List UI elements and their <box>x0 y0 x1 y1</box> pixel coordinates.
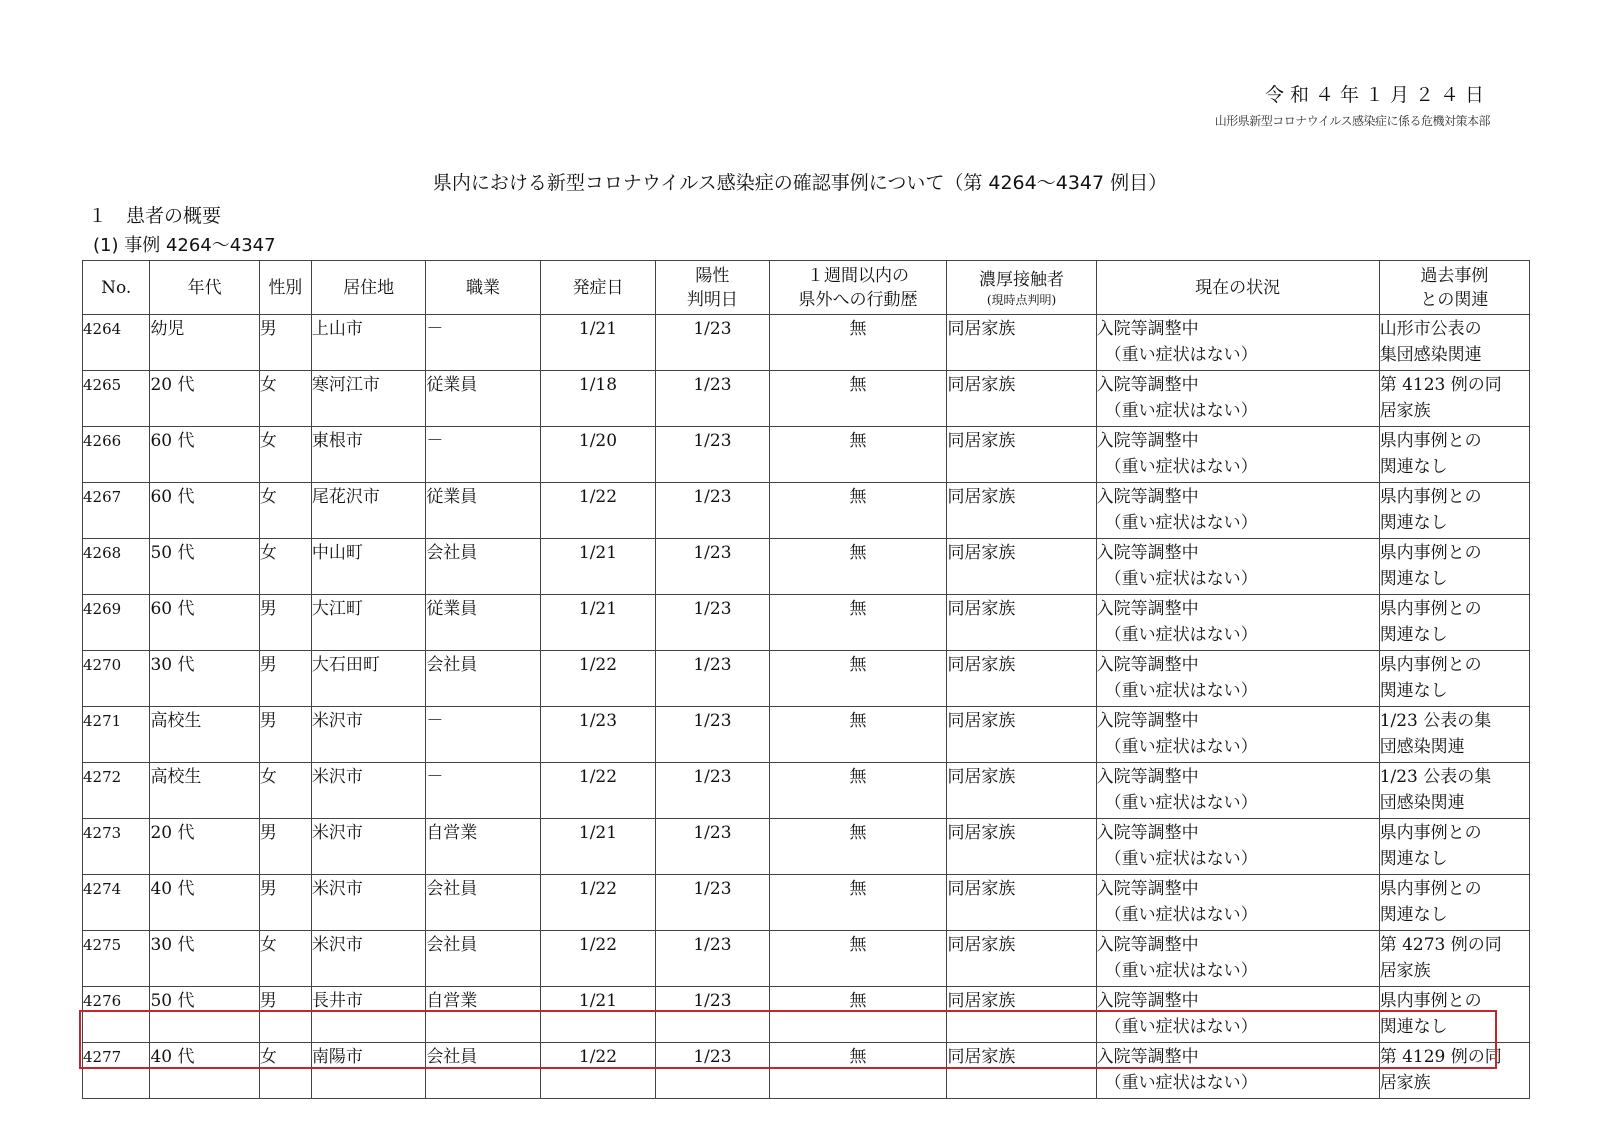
row-travel: 無 <box>769 987 947 1043</box>
row-age: 60 代 <box>150 427 259 483</box>
row-status-note: （重い症状はない） <box>1104 625 1258 645</box>
row-sex: 男 <box>259 707 311 763</box>
row-relation <box>1379 427 1529 483</box>
row-relation-line1: 県内事例との <box>1379 543 1482 563</box>
row-age: 高校生 <box>150 707 259 763</box>
row-no: 4268 <box>83 539 150 595</box>
header-job: 職業 <box>426 261 540 315</box>
row-travel: 無 <box>769 539 947 595</box>
row-relation-line2: 関連なし <box>1379 513 1448 533</box>
row-status-note: （重い症状はない） <box>1104 905 1258 925</box>
row-status-note: （重い症状はない） <box>1104 569 1258 589</box>
row-job: 自営業 <box>426 987 540 1043</box>
row-travel: 無 <box>769 315 947 371</box>
table-row <box>83 1043 1530 1099</box>
row-relation-line2: 関連なし <box>1379 681 1448 701</box>
row-no: 4267 <box>83 483 150 539</box>
header-positive-line2: 判明日 <box>686 289 738 310</box>
row-relation-line1: 県内事例との <box>1379 991 1482 1011</box>
row-age: 50 代 <box>150 539 259 595</box>
section-heading: １ 患者の概要 <box>88 205 222 227</box>
row-relation-line2: 関連なし <box>1379 625 1448 645</box>
row-job: 従業員 <box>426 371 540 427</box>
row-contact: 同居家族 <box>947 595 1096 651</box>
row-positive-date: 1/23 <box>656 763 769 819</box>
row-onset: 1/18 <box>540 371 655 427</box>
header-contact-line1: 濃厚接触者 <box>979 269 1065 290</box>
table-row <box>83 427 1530 483</box>
row-sex: 男 <box>259 987 311 1043</box>
row-status-main: 入院等調整中 <box>1096 767 1199 787</box>
table-row <box>83 707 1530 763</box>
row-relation-line1: 第 4273 例の同 <box>1379 935 1502 955</box>
header-relation <box>1379 261 1529 315</box>
row-positive-date: 1/23 <box>656 875 769 931</box>
row-age: 60 代 <box>150 483 259 539</box>
row-no: 4269 <box>83 595 150 651</box>
row-relation-line2: 集団感染関連 <box>1379 345 1482 365</box>
row-contact: 同居家族 <box>947 707 1096 763</box>
table-row <box>83 819 1530 875</box>
row-travel: 無 <box>769 707 947 763</box>
row-sex: 男 <box>259 595 311 651</box>
row-positive-date: 1/23 <box>656 539 769 595</box>
row-status-note: （重い症状はない） <box>1104 849 1258 869</box>
row-onset: 1/22 <box>540 483 655 539</box>
row-sex: 女 <box>259 931 311 987</box>
row-onset: 1/22 <box>540 1043 655 1099</box>
row-travel: 無 <box>769 931 947 987</box>
row-travel: 無 <box>769 819 947 875</box>
row-status-note: （重い症状はない） <box>1104 401 1258 421</box>
row-age: 30 代 <box>150 651 259 707</box>
table-row <box>83 931 1530 987</box>
row-onset: 1/21 <box>540 539 655 595</box>
row-residence: 米沢市 <box>311 763 425 819</box>
row-sex: 男 <box>259 651 311 707</box>
row-residence: 米沢市 <box>311 707 425 763</box>
row-status-main: 入院等調整中 <box>1096 1047 1199 1067</box>
table-header <box>83 261 1530 315</box>
row-job: 自営業 <box>426 819 540 875</box>
row-sex: 女 <box>259 539 311 595</box>
table-row <box>83 651 1530 707</box>
row-status-note: （重い症状はない） <box>1104 345 1258 365</box>
row-status-main: 入院等調整中 <box>1096 319 1199 339</box>
row-relation-line1: 県内事例との <box>1379 599 1482 619</box>
row-age: 幼児 <box>150 315 259 371</box>
header-relation-line2: との関連 <box>1420 289 1489 310</box>
header-onset: 発症日 <box>540 261 655 315</box>
header-contact-line2: (現時点判明) <box>986 292 1057 307</box>
row-relation-line1: 県内事例との <box>1379 823 1482 843</box>
row-onset: 1/22 <box>540 875 655 931</box>
row-contact: 同居家族 <box>947 931 1096 987</box>
row-status <box>1096 763 1379 819</box>
row-positive-date: 1/23 <box>656 315 769 371</box>
row-relation-line2: 関連なし <box>1379 569 1448 589</box>
row-relation <box>1379 987 1529 1043</box>
row-age: 高校生 <box>150 763 259 819</box>
row-status-main: 入院等調整中 <box>1096 487 1199 507</box>
row-no: 4276 <box>83 987 150 1043</box>
row-positive-date: 1/23 <box>656 819 769 875</box>
row-travel: 無 <box>769 427 947 483</box>
row-sex: 男 <box>259 819 311 875</box>
row-residence: 大江町 <box>311 595 425 651</box>
row-age: 20 代 <box>150 371 259 427</box>
row-job: － <box>426 707 540 763</box>
row-travel: 無 <box>769 875 947 931</box>
row-travel: 無 <box>769 651 947 707</box>
row-contact: 同居家族 <box>947 651 1096 707</box>
header-no: No. <box>83 261 150 315</box>
row-contact: 同居家族 <box>947 763 1096 819</box>
row-residence: 中山町 <box>311 539 425 595</box>
row-job: － <box>426 763 540 819</box>
row-onset: 1/20 <box>540 427 655 483</box>
row-status <box>1096 987 1379 1043</box>
row-job: 従業員 <box>426 483 540 539</box>
row-onset: 1/22 <box>540 763 655 819</box>
row-travel: 無 <box>769 763 947 819</box>
row-status-main: 入院等調整中 <box>1096 375 1199 395</box>
row-contact: 同居家族 <box>947 371 1096 427</box>
row-no: 4272 <box>83 763 150 819</box>
row-status-main: 入院等調整中 <box>1096 543 1199 563</box>
table-row <box>83 987 1530 1043</box>
row-contact: 同居家族 <box>947 987 1096 1043</box>
row-relation-line1: 1/23 公表の集 <box>1379 711 1492 731</box>
row-residence: 大石田町 <box>311 651 425 707</box>
header-sex: 性別 <box>259 261 311 315</box>
row-onset: 1/21 <box>540 595 655 651</box>
header-positive-date <box>656 261 769 315</box>
row-status-note: （重い症状はない） <box>1104 681 1258 701</box>
row-job: － <box>426 315 540 371</box>
row-job: 会社員 <box>426 875 540 931</box>
row-status-main: 入院等調整中 <box>1096 823 1199 843</box>
row-positive-date: 1/23 <box>656 371 769 427</box>
row-no: 4273 <box>83 819 150 875</box>
row-onset: 1/21 <box>540 315 655 371</box>
row-onset: 1/21 <box>540 819 655 875</box>
row-status-main: 入院等調整中 <box>1096 599 1199 619</box>
row-residence: 南陽市 <box>311 1043 425 1099</box>
table-row <box>83 371 1530 427</box>
row-job: 従業員 <box>426 595 540 651</box>
row-travel: 無 <box>769 483 947 539</box>
table-row <box>83 483 1530 539</box>
row-status <box>1096 315 1379 371</box>
row-sex: 女 <box>259 427 311 483</box>
row-relation-line1: 第 4123 例の同 <box>1379 375 1502 395</box>
row-residence: 長井市 <box>311 987 425 1043</box>
row-status-note: （重い症状はない） <box>1104 1017 1258 1037</box>
row-residence: 米沢市 <box>311 875 425 931</box>
row-age: 50 代 <box>150 987 259 1043</box>
row-sex: 女 <box>259 371 311 427</box>
row-residence: 尾花沢市 <box>311 483 425 539</box>
header-contact <box>947 261 1096 315</box>
row-age: 40 代 <box>150 875 259 931</box>
row-relation <box>1379 483 1529 539</box>
row-positive-date: 1/23 <box>656 987 769 1043</box>
table-row <box>83 315 1530 371</box>
row-status <box>1096 931 1379 987</box>
row-no: 4277 <box>83 1043 150 1099</box>
row-positive-date: 1/23 <box>656 427 769 483</box>
row-age: 20 代 <box>150 819 259 875</box>
header-travel-line1: １週間以内の <box>807 265 910 286</box>
row-relation-line2: 関連なし <box>1379 1017 1448 1037</box>
row-no: 4274 <box>83 875 150 931</box>
row-relation-line1: 山形市公表の <box>1379 319 1482 339</box>
row-relation-line2: 居家族 <box>1379 1073 1431 1093</box>
row-status-main: 入院等調整中 <box>1096 991 1199 1011</box>
row-status <box>1096 427 1379 483</box>
row-status <box>1096 875 1379 931</box>
row-relation-line1: 第 4129 例の同 <box>1379 1047 1502 1067</box>
row-positive-date: 1/23 <box>656 651 769 707</box>
row-status-note: （重い症状はない） <box>1104 1073 1258 1093</box>
row-sex: 女 <box>259 483 311 539</box>
row-age: 40 代 <box>150 1043 259 1099</box>
row-relation <box>1379 1043 1529 1099</box>
row-residence: 米沢市 <box>311 931 425 987</box>
row-status-note: （重い症状はない） <box>1104 961 1258 981</box>
row-status-note: （重い症状はない） <box>1104 737 1258 757</box>
row-relation-line1: 県内事例との <box>1379 487 1482 507</box>
header-travel-line2: 県外への行動歴 <box>798 289 918 310</box>
row-age: 30 代 <box>150 931 259 987</box>
row-contact: 同居家族 <box>947 819 1096 875</box>
row-sex: 男 <box>259 875 311 931</box>
row-contact: 同居家族 <box>947 483 1096 539</box>
row-contact: 同居家族 <box>947 875 1096 931</box>
row-status-main: 入院等調整中 <box>1096 935 1199 955</box>
row-job: － <box>426 427 540 483</box>
row-relation-line2: 関連なし <box>1379 457 1448 477</box>
row-no: 4275 <box>83 931 150 987</box>
row-positive-date: 1/23 <box>656 931 769 987</box>
row-sex: 女 <box>259 763 311 819</box>
row-relation-line1: 県内事例との <box>1379 655 1482 675</box>
row-relation-line1: 県内事例との <box>1379 431 1482 451</box>
cases-table <box>82 260 1530 1099</box>
row-status-main: 入院等調整中 <box>1096 711 1199 731</box>
row-status <box>1096 651 1379 707</box>
row-status-main: 入院等調整中 <box>1096 431 1199 451</box>
row-status <box>1096 707 1379 763</box>
header-residence: 居住地 <box>311 261 425 315</box>
row-status <box>1096 1043 1379 1099</box>
row-relation-line2: 関連なし <box>1379 905 1448 925</box>
row-travel: 無 <box>769 371 947 427</box>
row-age: 60 代 <box>150 595 259 651</box>
row-status <box>1096 371 1379 427</box>
row-contact: 同居家族 <box>947 1043 1096 1099</box>
row-no: 4270 <box>83 651 150 707</box>
table-body <box>83 315 1530 1099</box>
row-residence: 東根市 <box>311 427 425 483</box>
row-contact: 同居家族 <box>947 539 1096 595</box>
row-contact: 同居家族 <box>947 315 1096 371</box>
row-no: 4266 <box>83 427 150 483</box>
row-status <box>1096 539 1379 595</box>
row-job: 会社員 <box>426 651 540 707</box>
row-job: 会社員 <box>426 1043 540 1099</box>
row-no: 4271 <box>83 707 150 763</box>
header-positive-line1: 陽性 <box>695 265 730 286</box>
table-row <box>83 595 1530 651</box>
row-onset: 1/23 <box>540 707 655 763</box>
row-relation-line2: 居家族 <box>1379 401 1431 421</box>
row-residence: 米沢市 <box>311 819 425 875</box>
row-residence: 寒河江市 <box>311 371 425 427</box>
row-job: 会社員 <box>426 931 540 987</box>
row-relation <box>1379 371 1529 427</box>
header-travel <box>769 261 947 315</box>
row-job: 会社員 <box>426 539 540 595</box>
row-status-note: （重い症状はない） <box>1104 457 1258 477</box>
row-status-note: （重い症状はない） <box>1104 793 1258 813</box>
row-positive-date: 1/23 <box>656 1043 769 1099</box>
row-relation <box>1379 651 1529 707</box>
table-row <box>83 763 1530 819</box>
row-positive-date: 1/23 <box>656 595 769 651</box>
row-relation <box>1379 819 1529 875</box>
subsection-heading: (1) 事例 4264～4347 <box>93 235 276 256</box>
header-relation-line1: 過去事例 <box>1420 265 1489 286</box>
row-onset: 1/22 <box>540 931 655 987</box>
row-residence: 上山市 <box>311 315 425 371</box>
row-onset: 1/21 <box>540 987 655 1043</box>
row-relation-line2: 居家族 <box>1379 961 1431 981</box>
row-relation <box>1379 707 1529 763</box>
row-no: 4264 <box>83 315 150 371</box>
row-status <box>1096 819 1379 875</box>
table-row <box>83 875 1530 931</box>
row-status-note: （重い症状はない） <box>1104 513 1258 533</box>
row-relation-line2: 団感染関連 <box>1379 737 1465 757</box>
row-positive-date: 1/23 <box>656 483 769 539</box>
row-status <box>1096 595 1379 651</box>
row-relation-line1: 県内事例との <box>1379 879 1482 899</box>
row-positive-date: 1/23 <box>656 707 769 763</box>
row-contact: 同居家族 <box>947 427 1096 483</box>
row-relation <box>1379 595 1529 651</box>
row-status-main: 入院等調整中 <box>1096 655 1199 675</box>
row-relation-line2: 団感染関連 <box>1379 793 1465 813</box>
row-relation <box>1379 539 1529 595</box>
row-relation-line1: 1/23 公表の集 <box>1379 767 1492 787</box>
document-title: 県内における新型コロナウイルス感染症の確認事例について（第 4264～4347 例目） <box>432 172 1168 194</box>
row-relation-line2: 関連なし <box>1379 849 1448 869</box>
row-travel: 無 <box>769 595 947 651</box>
issuing-office: 山形県新型コロナウイルス感染症に係る危機対策本部 <box>1214 114 1490 128</box>
row-relation <box>1379 931 1529 987</box>
row-no: 4265 <box>83 371 150 427</box>
row-status-main: 入院等調整中 <box>1096 879 1199 899</box>
row-status <box>1096 483 1379 539</box>
row-travel: 無 <box>769 1043 947 1099</box>
row-relation <box>1379 875 1529 931</box>
header-age: 年代 <box>150 261 259 315</box>
header-status: 現在の状況 <box>1096 261 1379 315</box>
row-relation <box>1379 315 1529 371</box>
row-sex: 女 <box>259 1043 311 1099</box>
row-relation <box>1379 763 1529 819</box>
row-sex: 男 <box>259 315 311 371</box>
document-date: 令和４年１月２４日 <box>1264 84 1490 106</box>
row-onset: 1/22 <box>540 651 655 707</box>
table-row <box>83 539 1530 595</box>
